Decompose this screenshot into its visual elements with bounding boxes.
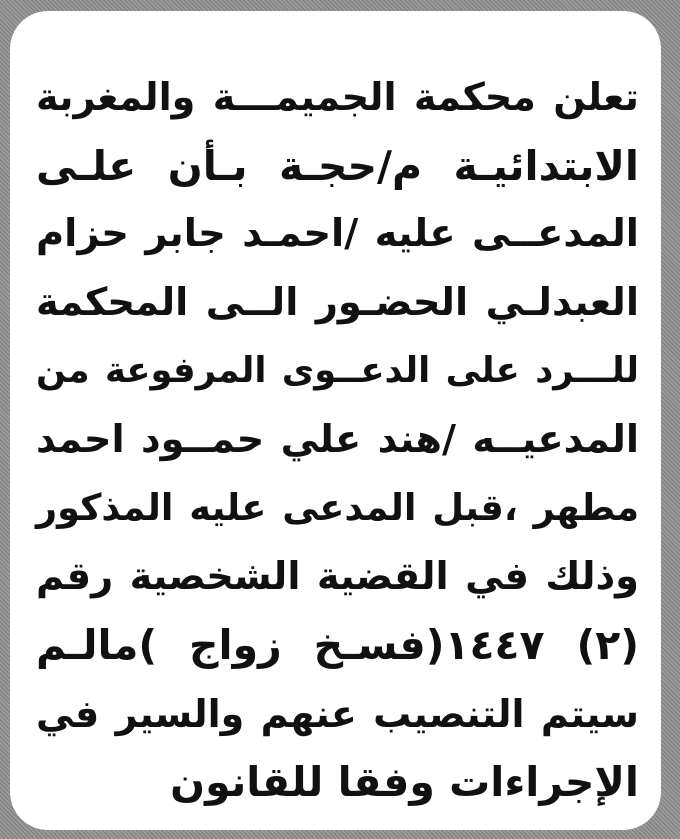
notice-line-9: (٢) ١٤٤٧(فسـخ زواج )مالـم: [36, 621, 640, 669]
notice-line-10: سيتم التنصيب عنهم والسير في: [36, 691, 639, 736]
notice-line-7: مطهر ،قبل المدعى عليه المذكور: [36, 486, 639, 529]
court-notice-text: [36, 63, 639, 817]
notice-line-1: تعلن محكمة الجميمـــة والمغربة: [36, 75, 639, 119]
notice-card: [10, 11, 661, 830]
notice-line-3: المدعــى عليه /احمـد جابر حزام: [36, 211, 639, 256]
notice-line-5: للـــرد على الدعــوى المرفوعة من: [36, 350, 639, 391]
notice-line-8: وذلك في القضية الشخصية رقم: [36, 553, 639, 599]
notice-line-2: الابتدائيـة م/حجـة بـأن علـى: [36, 141, 639, 190]
notice-line-4: العبدلـي الحضـور الــى المحكمة: [36, 279, 639, 325]
notice-line-6: المدعيــه /هند علي حمــود احمد: [36, 416, 639, 462]
notice-line-11: الإجراءات وفقا للقانون: [170, 758, 639, 806]
